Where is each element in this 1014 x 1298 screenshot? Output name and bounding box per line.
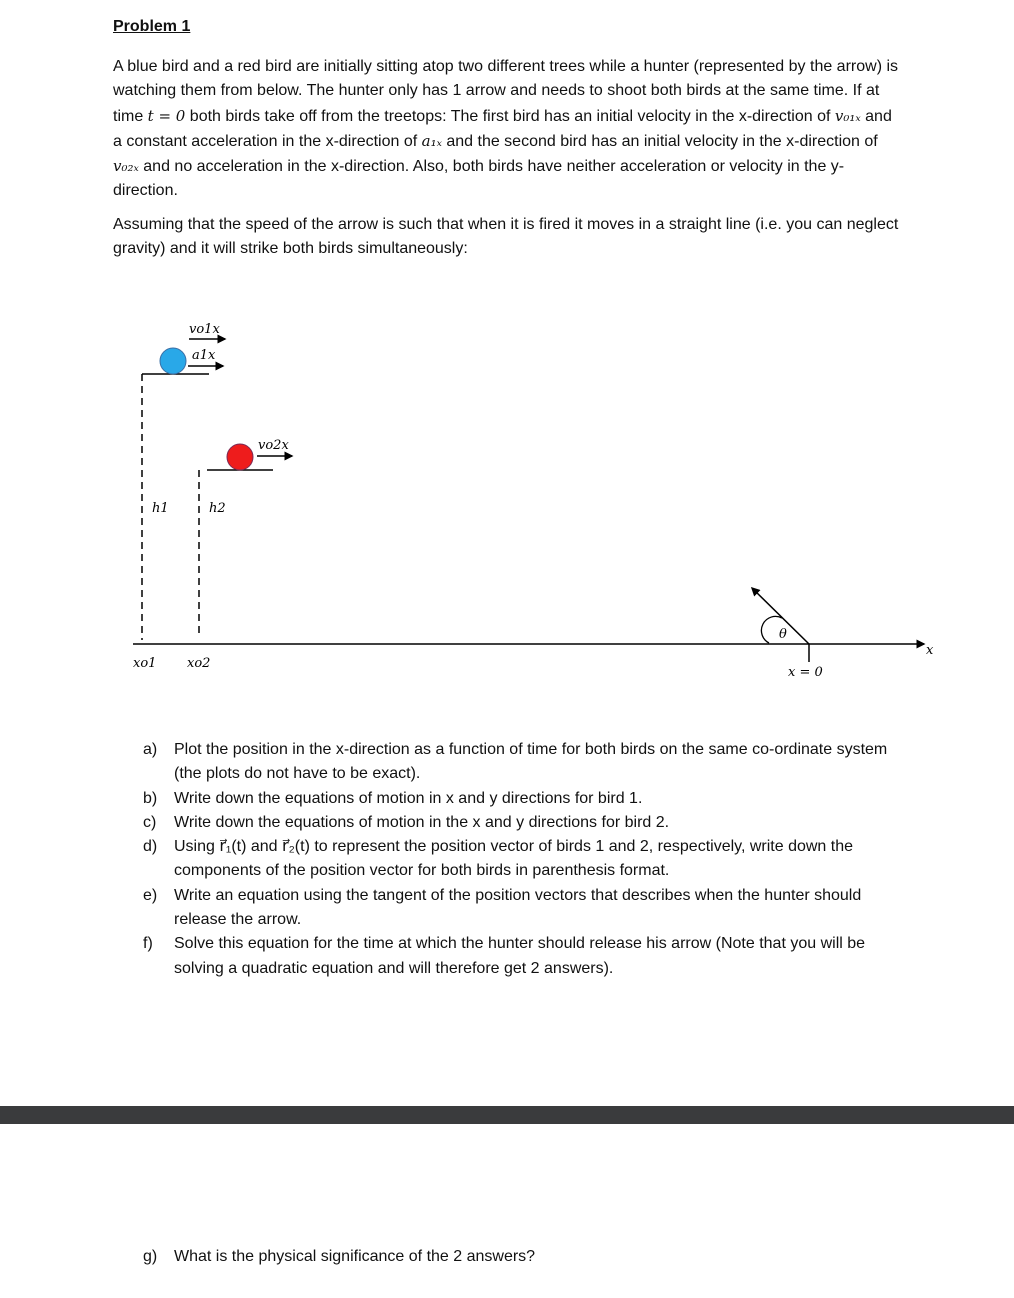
origin-label: x = 0 bbox=[788, 665, 823, 680]
question-text: Write an equation using the tangent of the position vectors that describes when the hunter should release the arrow. bbox=[174, 886, 862, 929]
text: and a constant acceleration in the x-direction of bbox=[113, 107, 892, 150]
question-text: Plot the position in the x-direction as a function of time for both birds on the same co-ordinate system (the plots do not have to be exact). bbox=[174, 741, 888, 783]
question-list bbox=[143, 738, 903, 981]
question-label: g) bbox=[143, 1248, 158, 1265]
h1-label: h1 bbox=[152, 501, 169, 516]
question-text: Solve this equation for the time at which the hunter should release his arrow (Note that you will be solving a quadratic equation and will therefore get 2 answers). bbox=[174, 935, 866, 977]
question-label: a) bbox=[143, 741, 158, 758]
math: v₀₁ₓ bbox=[834, 106, 861, 125]
math: v₀₂ₓ bbox=[113, 157, 139, 176]
page-break-bar bbox=[0, 1106, 1014, 1124]
text: A blue bird and a red bird are initially sitting atop two different trees while a hunter (represented by the arrow) is watching them from below. The hunter only has 1 arrow and needs to shoot both birds at the same time. If at time bbox=[113, 58, 899, 125]
problem-title: Problem 1 bbox=[113, 18, 191, 35]
question-text: Write down the equations of motion in the x and y directions for bird 2. bbox=[174, 813, 670, 831]
a1x-label: a1x bbox=[192, 348, 216, 363]
theta-label: θ bbox=[779, 627, 787, 642]
question-label: c) bbox=[143, 813, 157, 831]
question-item bbox=[143, 884, 903, 933]
v02x-label: vo2x bbox=[258, 438, 289, 453]
question-item bbox=[143, 835, 903, 884]
math: t = 0 bbox=[147, 106, 186, 125]
blue-bird bbox=[160, 348, 186, 374]
question-item bbox=[143, 932, 903, 981]
question-list-page2 bbox=[143, 1245, 903, 1269]
question-label: b) bbox=[143, 789, 158, 807]
question-label: e) bbox=[143, 886, 158, 904]
x-axis-label: x bbox=[926, 643, 934, 658]
question-item bbox=[143, 738, 903, 787]
question-item bbox=[143, 787, 903, 811]
question-text: Write down the equations of motion in x and y directions for bird 1. bbox=[174, 789, 643, 807]
red-bird bbox=[227, 444, 253, 470]
text: and no acceleration in the x-direction. Also, both birds have neither acceleration or velocity in the y-direction. bbox=[113, 158, 845, 200]
text: and the second bird has an initial velocity in the x-direction of bbox=[441, 132, 878, 150]
v01x-label: vo1x bbox=[189, 322, 220, 337]
assumption-paragraph: Assuming that the speed of the arrow is such that when it is fired it moves in a straight line (i.e. you can neglect gravity) and it will strike both birds simultaneously: bbox=[113, 216, 899, 258]
question-label: d) bbox=[143, 838, 158, 856]
x01-label: xo1 bbox=[133, 656, 157, 671]
question-text: Using r⃗₁(t) and r⃗₂(t) to represent the position vector of birds 1 and 2, respectively, write down the components of the position vector for both birds in parenthesis format. bbox=[174, 838, 854, 880]
question-item bbox=[143, 811, 903, 835]
h2-label: h2 bbox=[209, 501, 226, 516]
math: a₁ₓ bbox=[421, 131, 442, 150]
x02-label: xo2 bbox=[187, 656, 211, 671]
question-item bbox=[143, 1245, 903, 1269]
question-label: f) bbox=[143, 935, 153, 953]
question-text: What is the physical significance of the 2 answers? bbox=[174, 1248, 536, 1265]
text: both birds take off from the treetops: The first bird has an initial velocity in the x-direction of bbox=[185, 107, 835, 125]
